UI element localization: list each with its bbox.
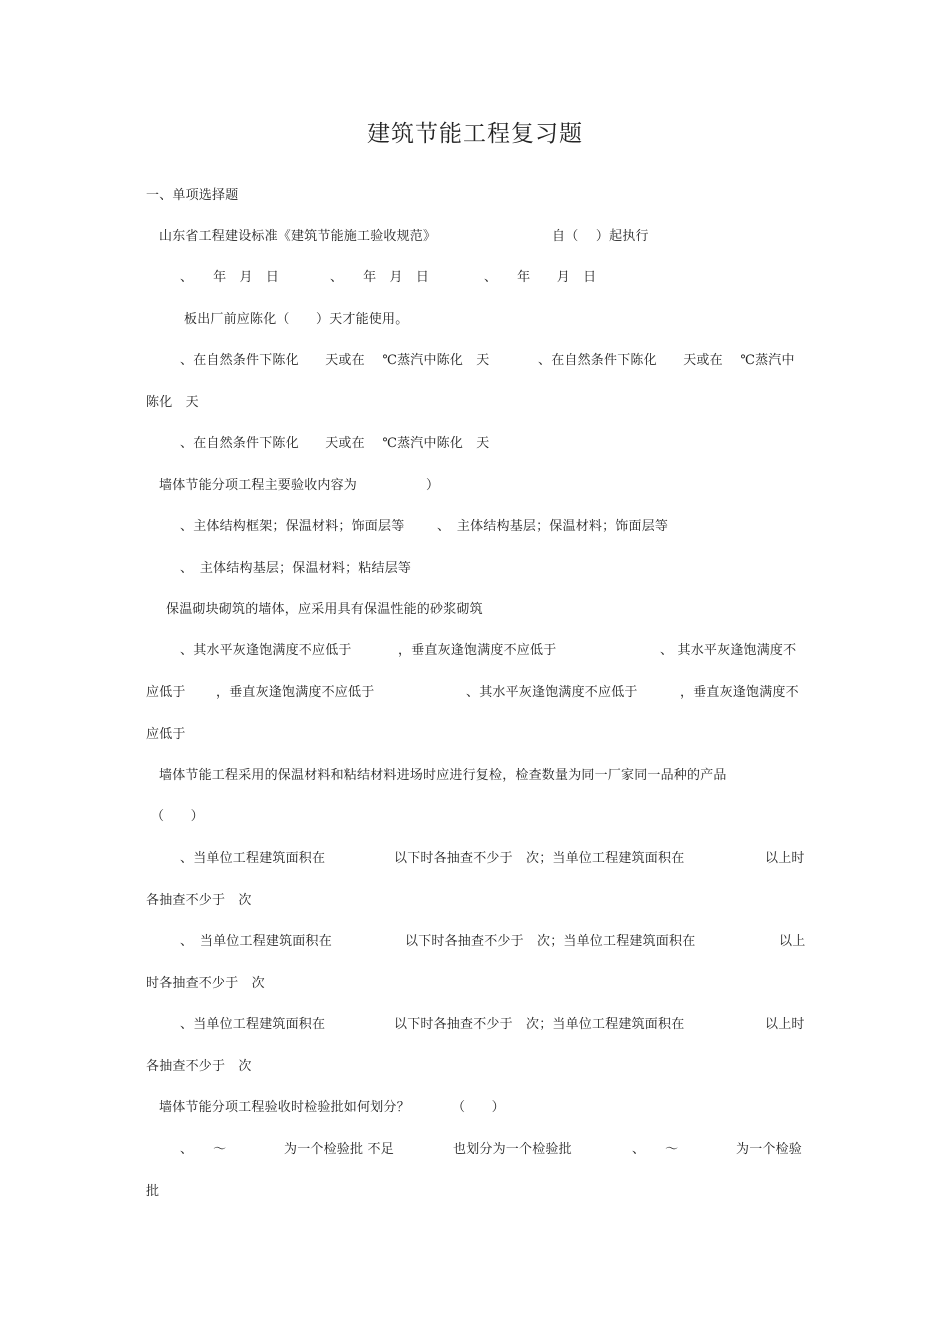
q3-option-b: 、 主体结构基层；保温材料；饰面层等	[437, 519, 669, 534]
q4-option-c-cont: 应低于	[146, 727, 186, 742]
q4-option-b: 、 其水平灰逢饱满度不	[660, 643, 797, 658]
q6-stem: 墙体节能分项工程验收时检验批如何划分？	[159, 1100, 410, 1115]
q1-option-c: 、 年 月 日	[484, 270, 597, 285]
q5-option-a-part2: 以下时各抽查不少于 次；当单位工程建筑面积在	[394, 851, 685, 866]
q4-option-b-cont: 应低于	[146, 685, 186, 700]
q3-option-c: 、 主体结构基层；保温材料；粘结层等	[180, 561, 412, 576]
q4-option-a: 、其水平灰逢饱满度不应低于	[180, 643, 352, 658]
q5-option-c-part2: 以下时各抽查不少于 次；当单位工程建筑面积在	[394, 1017, 685, 1032]
q1-option-a: 、 年 月 日	[180, 270, 280, 285]
q5-stem: 墙体节能工程采用的保温材料和粘结材料进场时应进行复检，检查数量为同一厂家同一品种的产品	[159, 768, 727, 783]
q6-option-b: 、 ～	[632, 1142, 679, 1157]
q1-stem: 山东省工程建设标准《建筑节能施工验收规范》	[159, 229, 437, 244]
section-heading: 一、单项选择题	[146, 188, 239, 203]
q1-option-b: 、 年 月 日	[330, 270, 430, 285]
q5-option-a: 、当单位工程建筑面积在	[180, 851, 326, 866]
q2-option-b: 、在自然条件下陈化 天或在 ℃蒸汽中	[538, 353, 795, 368]
q3-stem: 墙体节能分项工程主要验收内容为	[159, 478, 358, 493]
q6-option-b-cont: 批	[146, 1184, 160, 1199]
q3-option-a: 、主体结构框架；保温材料；饰面层等	[180, 519, 405, 534]
q4-option-a-part2: ，垂直灰逢饱满度不应低于	[398, 643, 557, 658]
q6-option-a-part3: 也划分为一个检验批	[453, 1142, 572, 1157]
q2-option-c: 、在自然条件下陈化 天或在 ℃蒸汽中陈化 天	[180, 436, 490, 451]
q4-option-c: 、其水平灰逢饱满度不应低于	[466, 685, 638, 700]
q5-stem-cont: （ ）	[151, 809, 204, 824]
q6-option-b-part2: 为一个检验	[736, 1142, 803, 1157]
q6-stem-end: （ ）	[452, 1100, 505, 1115]
q2-stem: 板出厂前应陈化（ ）天才能使用。	[184, 312, 409, 327]
q5-option-c-part3: 以上时	[765, 1017, 805, 1032]
q5-option-c-cont: 各抽查不少于 次	[146, 1059, 252, 1074]
q5-option-b: 、 当单位工程建筑面积在	[180, 934, 332, 949]
q4-option-b-part2: ，垂直灰逢饱满度不应低于	[216, 685, 375, 700]
q3-stem-end: ）	[426, 478, 440, 493]
q6-option-a-part2: 为一个检验批 不足	[284, 1142, 394, 1157]
q5-option-b-part2: 以下时各抽查不少于 次；当单位工程建筑面积在	[405, 934, 696, 949]
q5-option-b-cont: 时各抽查不少于 次	[146, 976, 265, 991]
q5-option-a-part3: 以上时	[765, 851, 805, 866]
q4-stem: 保温砌块砌筑的墙体，应采用具有保温性能的砂浆砌筑	[166, 602, 483, 617]
q2-option-b-cont: 陈化 天	[146, 395, 199, 410]
q2-option-a: 、在自然条件下陈化 天或在 ℃蒸汽中陈化 天	[180, 353, 490, 368]
q4-option-c-part2: ，垂直灰逢饱满度不	[680, 685, 799, 700]
q1-stem-end: 自（ ）起执行	[552, 229, 649, 244]
document-title: 建筑节能工程复习题	[367, 121, 583, 147]
q6-option-a: 、 ～	[180, 1142, 227, 1157]
q5-option-c: 、当单位工程建筑面积在	[180, 1017, 326, 1032]
q5-option-a-cont: 各抽查不少于 次	[146, 893, 252, 908]
q5-option-b-part3: 以上	[779, 934, 806, 949]
